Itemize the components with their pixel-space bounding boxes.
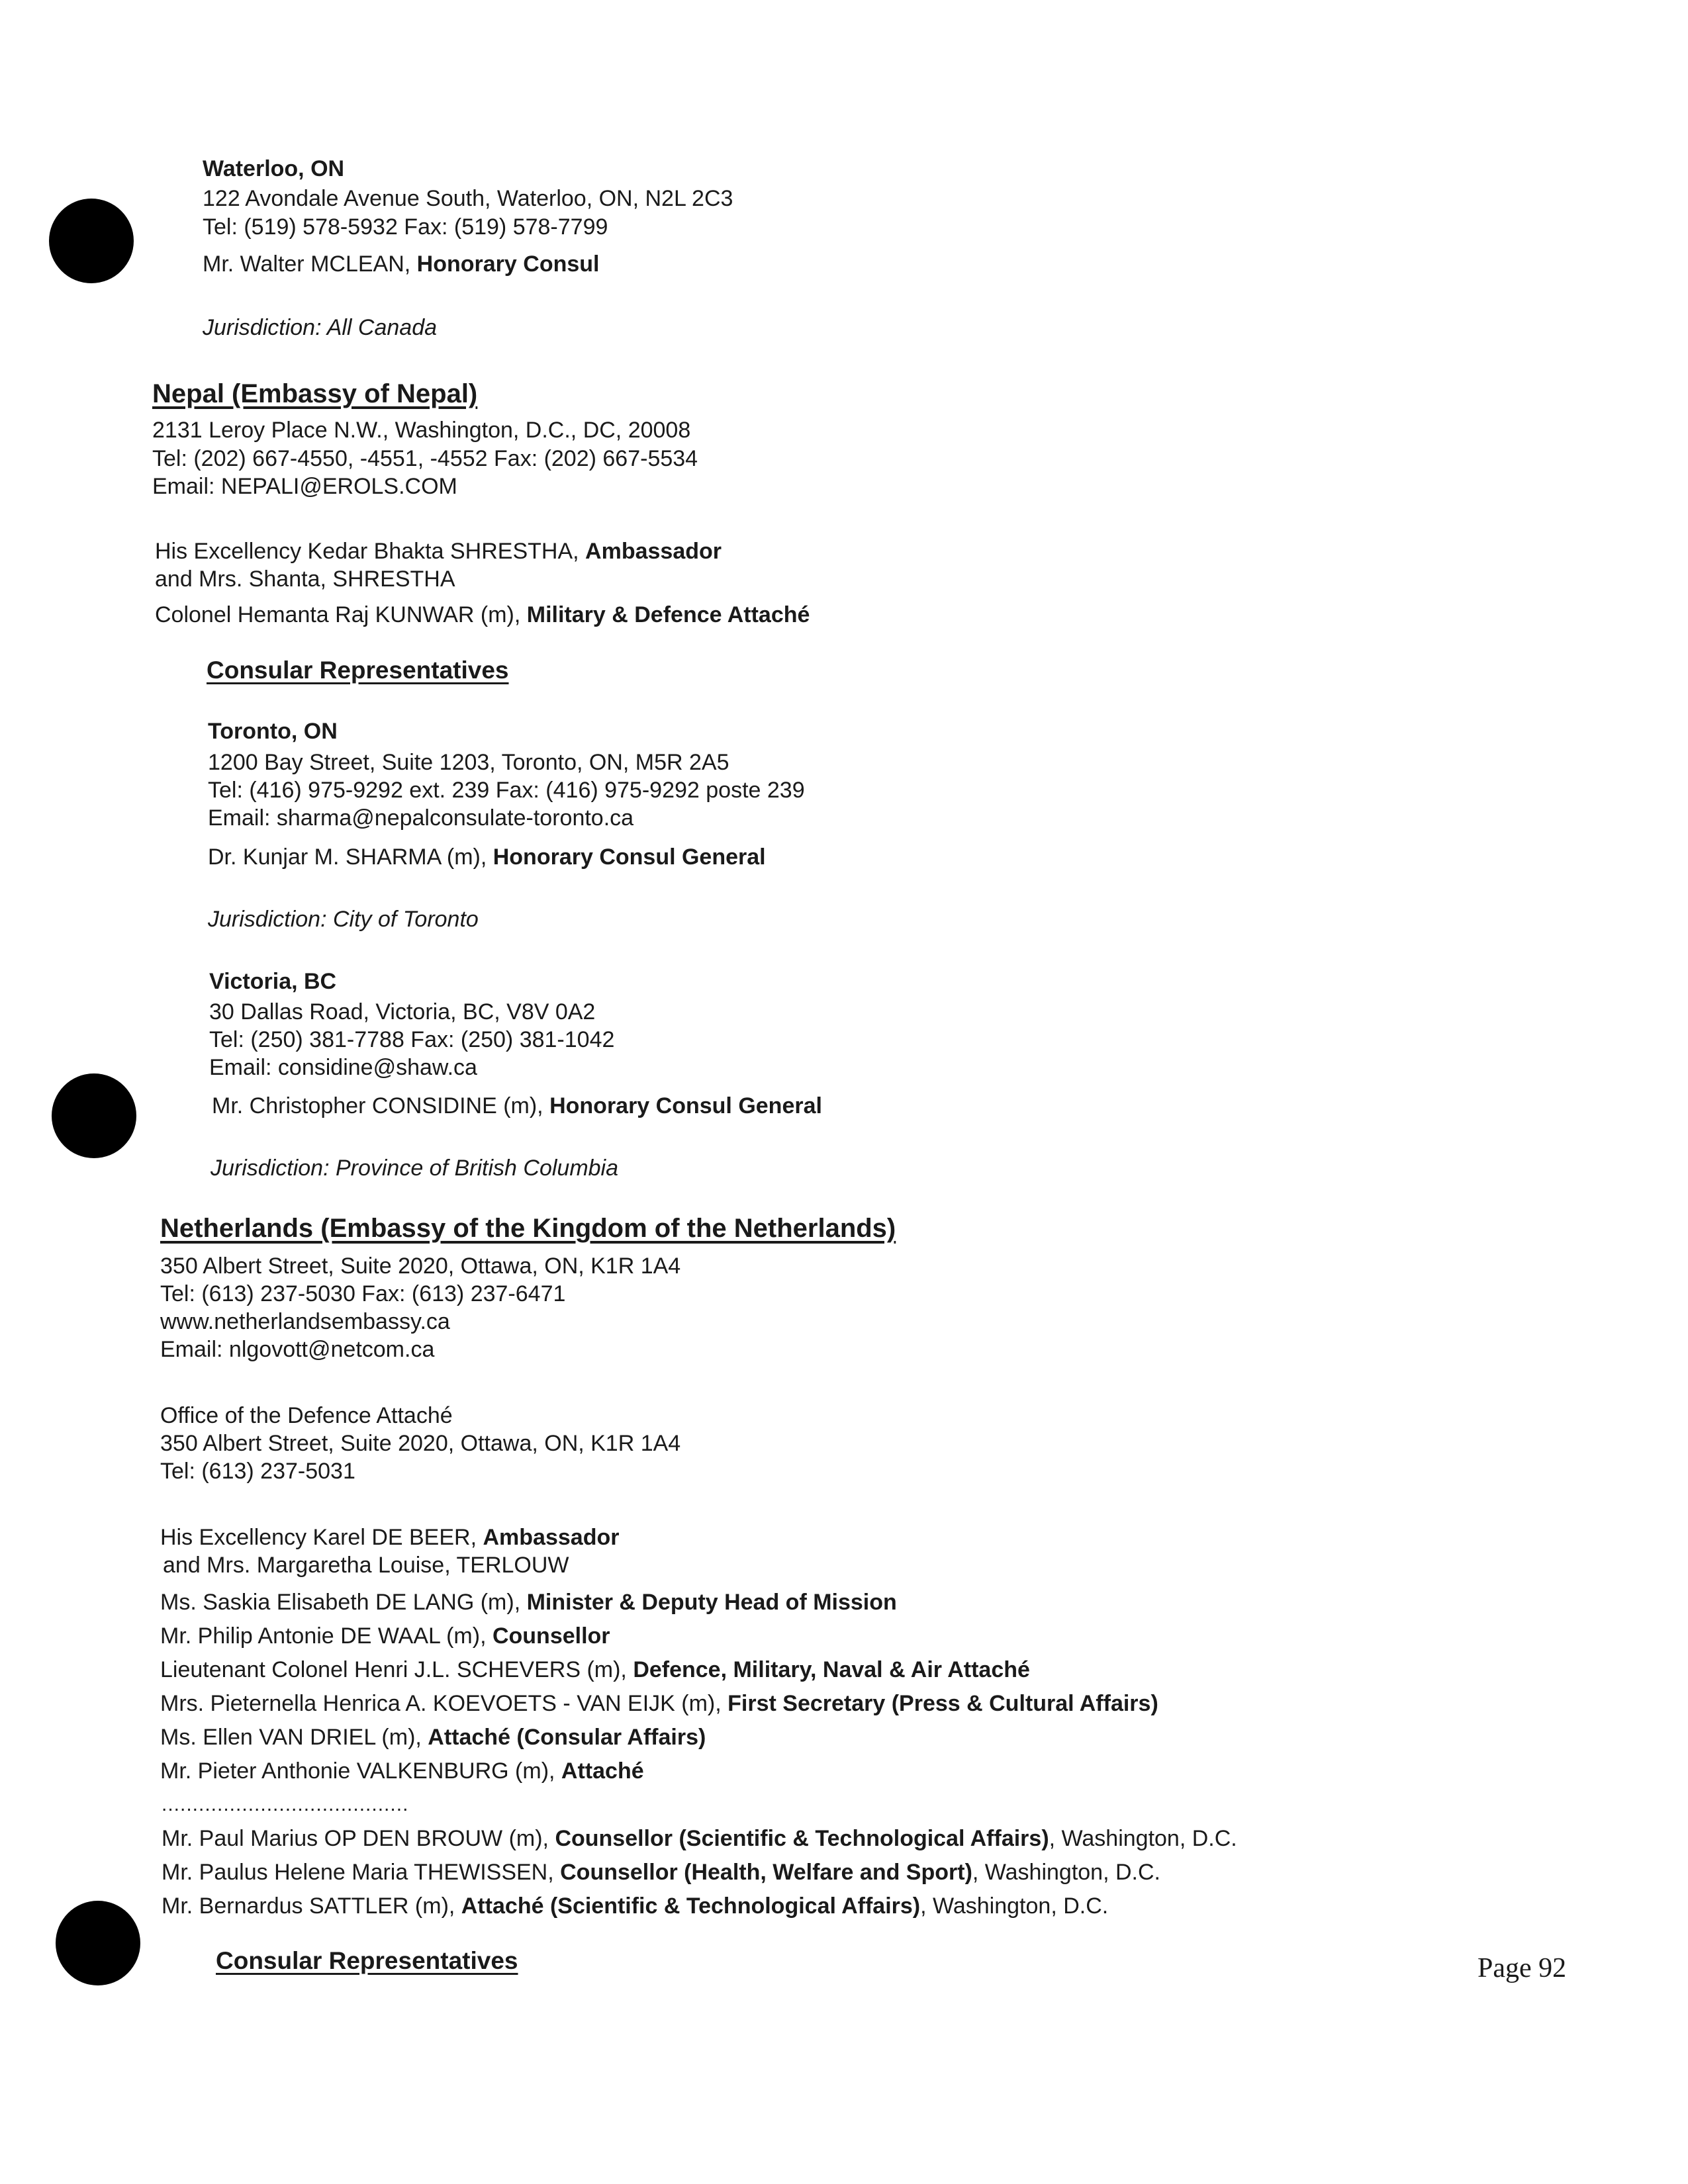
person-title: Minister & Deputy Head of Mission [526,1590,897,1615]
person-name: Mr. Bernardus SATTLER (m), [162,1893,461,1919]
washington-person-2 [162,1861,1160,1884]
person-name: Mrs. Pieternella Henrica A. KOEVOETS - VAN EIJK (m), [160,1691,728,1716]
victoria-person [212,1095,822,1117]
person-title: Attaché (Scientific & Technological Affairs) [461,1893,921,1919]
waterloo-person [203,253,599,275]
washington-person-1 [162,1827,1237,1850]
victoria-tel: Tel: (250) 381-7788 Fax: (250) 381-1042 [209,1027,615,1052]
person-title: Counsellor (Health, Welfare and Sport) [560,1860,972,1885]
nepal-consular-heading: Consular Representatives [207,657,509,684]
netherlands-person-8 [160,1760,644,1782]
nepal-heading: Nepal (Embassy of Nepal) [152,379,478,408]
washington-person-3 [162,1895,1108,1917]
person-name: Dr. Kunjar M. SHARMA (m), [208,844,493,870]
nepal-address: 2131 Leroy Place N.W., Washington, D.C., DC, 20008 [152,418,691,443]
netherlands-heading: Netherlands (Embassy of the Kingdom of the Netherlands) [160,1214,896,1243]
toronto-email: Email: sharma@nepalconsulate-toronto.ca [208,805,634,831]
person-location: , Washington, D.C. [1049,1826,1237,1851]
netherlands-person-5 [160,1659,1030,1681]
person-title: Military & Defence Attaché [526,602,810,627]
victoria-heading: Victoria, BC [209,969,337,994]
person-name: His Excellency Kedar Bhakta SHRESTHA, [155,539,586,564]
person-name: Mr. Paul Marius OP DEN BROUW (m), [162,1826,555,1851]
punch-hole-top [49,199,134,283]
toronto-heading: Toronto, ON [208,719,338,744]
person-title: Ambassador [585,539,722,564]
toronto-address: 1200 Bay Street, Suite 1203, Toronto, ON, M5R 2A5 [208,750,729,775]
person-title: Counsellor (Scientific & Technological Affairs) [555,1826,1049,1851]
victoria-email: Email: considine@shaw.ca [209,1055,477,1080]
person-title: Counsellor [492,1623,610,1649]
netherlands-website: www.netherlandsembassy.ca [160,1309,450,1334]
netherlands-person-1 [160,1526,619,1549]
netherlands-person-6 [160,1692,1158,1715]
nepal-person-1 [155,540,722,563]
punch-hole-middle [52,1073,136,1158]
person-name: Ms. Ellen VAN DRIEL (m), [160,1725,428,1750]
netherlands-address: 350 Albert Street, Suite 2020, Ottawa, ON, K1R 1A4 [160,1253,681,1279]
netherlands-person-3 [160,1591,897,1614]
person-title: Attaché [561,1758,644,1784]
victoria-jurisdiction: Jurisdiction: Province of British Columbia [211,1156,619,1181]
page-number: Page 92 [1477,1953,1567,1983]
toronto-tel: Tel: (416) 975-9292 ext. 239 Fax: (416) 975-9292 poste 239 [208,778,805,803]
person-name: and Mrs. Shanta, SHRESTHA [155,567,455,592]
waterloo-tel: Tel: (519) 578-5932 Fax: (519) 578-7799 [203,214,608,240]
nepal-email: Email: NEPALI@EROLS.COM [152,474,457,499]
person-name: Lieutenant Colonel Henri J.L. SCHEVERS (m), [160,1657,633,1682]
defence-office-tel: Tel: (613) 237-5031 [160,1459,355,1484]
person-name: Mr. Christopher CONSIDINE (m), [212,1093,550,1118]
netherlands-person-4 [160,1625,610,1647]
person-title: Attaché (Consular Affairs) [428,1725,706,1750]
waterloo-jurisdiction: Jurisdiction: All Canada [203,315,438,340]
person-name: Colonel Hemanta Raj KUNWAR (m), [155,602,527,627]
nepal-tel: Tel: (202) 667-4550, -4551, -4552 Fax: (202) 667-5534 [152,446,698,471]
defence-office-name: Office of the Defence Attaché [160,1403,453,1428]
person-name: Ms. Saskia Elisabeth DE LANG (m), [160,1590,527,1615]
toronto-person [208,846,766,868]
netherlands-tel: Tel: (613) 237-5030 Fax: (613) 237-6471 [160,1281,566,1306]
person-name: Mr. Walter MCLEAN, [203,251,417,277]
person-name: Mr. Philip Antonie DE WAAL (m), [160,1623,492,1649]
person-title: Honorary Consul [416,251,600,277]
punch-hole-bottom [56,1901,140,1985]
person-name: His Excellency Karel DE BEER, [160,1525,483,1550]
person-name: Mr. Pieter Anthonie VALKENBURG (m), [160,1758,561,1784]
netherlands-person-2 [163,1554,569,1576]
netherlands-consular-heading: Consular Representatives [216,1947,518,1974]
person-location: , Washington, D.C. [920,1893,1109,1919]
nepal-person-3 [155,604,810,626]
waterloo-address: 122 Avondale Avenue South, Waterloo, ON, N2L 2C3 [203,186,733,211]
person-title: Ambassador [483,1525,620,1550]
netherlands-email: Email: nlgovott@netcom.ca [160,1337,435,1362]
separator-dots: ........................................ [162,1794,409,1815]
netherlands-person-7 [160,1726,706,1749]
waterloo-heading: Waterloo, ON [203,156,345,181]
toronto-jurisdiction: Jurisdiction: City of Toronto [208,907,479,932]
person-title: Defence, Military, Naval & Air Attaché [633,1657,1030,1682]
person-location: , Washington, D.C. [972,1860,1160,1885]
person-title: Honorary Consul General [549,1093,822,1118]
person-title: First Secretary (Press & Cultural Affairs) [727,1691,1158,1716]
person-name: and Mrs. Margaretha Louise, TERLOUW [163,1553,569,1578]
defence-office-address: 350 Albert Street, Suite 2020, Ottawa, ON, K1R 1A4 [160,1431,681,1456]
victoria-address: 30 Dallas Road, Victoria, BC, V8V 0A2 [209,999,596,1024]
person-name: Mr. Paulus Helene Maria THEWISSEN, [162,1860,561,1885]
nepal-person-2 [155,568,455,590]
person-title: Honorary Consul General [492,844,766,870]
